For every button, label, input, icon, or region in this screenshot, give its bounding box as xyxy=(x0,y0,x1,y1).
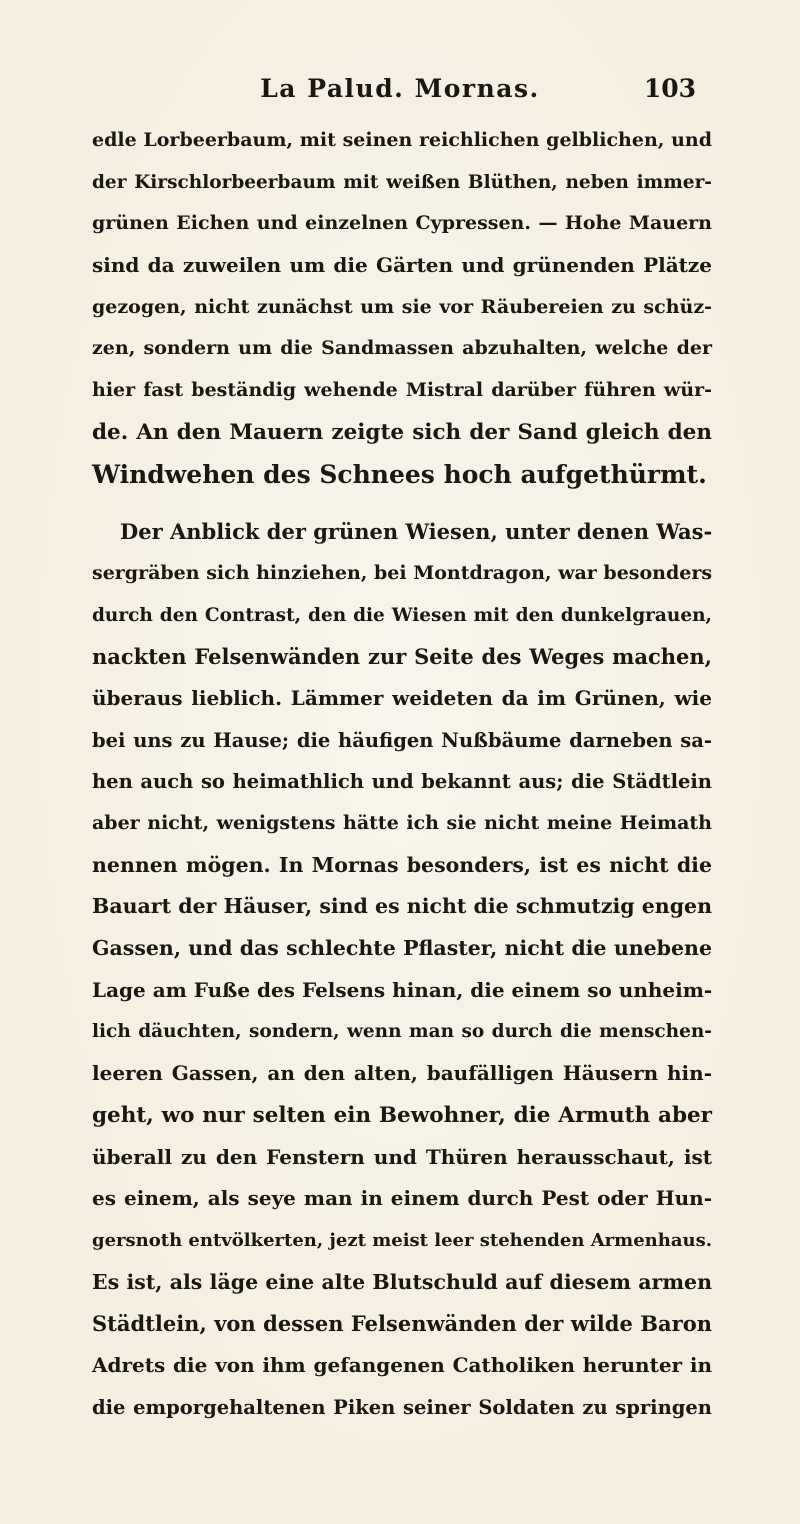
page-number: 103 xyxy=(643,74,696,103)
text-line: Windwehen des Schnees hoch aufgethürmt. xyxy=(92,459,707,489)
text-line: grünen Eichen und einzelnen Cypressen. — Hohe Mauern xyxy=(92,212,712,235)
text-line: die emporgehaltenen Piken seiner Soldaten zu springen xyxy=(92,1395,712,1419)
text-line: zen, sondern um die Sandmassen abzuhalten, welche der xyxy=(92,337,712,360)
text-line: edle Lorbeerbaum, mit seinen reichlichen gelblichen, und xyxy=(92,129,712,151)
text-line: gezogen, nicht zunächst um sie vor Räubereien zu schüz- xyxy=(92,295,712,318)
text-line: nackten Felsenwänden zur Seite des Weges machen, xyxy=(92,644,712,670)
text-line: Der Anblick der grünen Wiesen, unter denen Was- xyxy=(120,519,713,545)
text-line: es einem, als seye man in einem durch Pest oder Hun- xyxy=(92,1186,712,1211)
text-line: leeren Gassen, an den alten, baufälligen Häusern hin- xyxy=(92,1061,712,1086)
paragraph-1 xyxy=(92,120,712,495)
text-line: der Kirschlorbeerbaum mit weißen Blüthen, neben immer- xyxy=(92,171,712,193)
text-line: hier fast beständig wehende Mistral darüber führen wür- xyxy=(92,379,712,402)
page-header xyxy=(0,74,800,114)
text-line: geht, wo nur selten ein Bewohner, die Armuth aber xyxy=(92,1102,712,1128)
text-line: aber nicht, wenigstens hätte ich sie nicht meine Heimath xyxy=(92,812,712,834)
text-line: hen auch so heimathlich und bekannt aus; die Städtlein xyxy=(92,770,712,794)
text-line: durch den Contrast, den die Wiesen mit den dunkelgrauen, xyxy=(92,604,712,626)
running-head: La Palud. Mornas. xyxy=(260,74,540,103)
text-line: sind da zuweilen um die Gärten und grünenden Plätze xyxy=(92,253,712,278)
paragraph-gap xyxy=(92,495,712,511)
text-line: bei uns zu Hause; die häufigen Nußbäume darneben sa- xyxy=(92,728,712,752)
text-line: überall zu den Fenstern und Thüren herausschaut, ist xyxy=(92,1144,712,1169)
text-line: Städtlein, von dessen Felsenwänden der wilde Baron xyxy=(92,1311,712,1337)
text-line: Es ist, als läge eine alte Blutschuld auf diesem armen xyxy=(92,1269,712,1294)
text-line: Bauart der Häuser, sind es nicht die schmutzig engen xyxy=(92,894,712,919)
text-line: sergräben sich hinziehen, bei Montdragon, war besonders xyxy=(92,561,713,584)
body-text xyxy=(92,120,712,1428)
text-line: gersnoth entvölkerten, jezt meist leer stehenden Armenhaus. xyxy=(92,1229,712,1251)
paragraph-2 xyxy=(92,511,712,1428)
text-line: nennen mögen. In Mornas besonders, ist es nicht die xyxy=(92,852,712,877)
text-line: de. An den Mauern zeigte sich der Sand gleich den xyxy=(92,419,712,445)
text-line: überaus lieblich. Lämmer weideten da im Grünen, wie xyxy=(92,685,712,710)
text-line: Adrets die von ihm gefangenen Catholiken herunter in xyxy=(92,1352,712,1377)
text-line: Lage am Fuße des Felsens hinan, die einem so unheim- xyxy=(92,977,713,1002)
text-line: lich däuchten, sondern, wenn man so durch die menschen- xyxy=(92,1021,712,1043)
text-line: Gassen, und das schlechte Pflaster, nicht die unebene xyxy=(92,936,712,961)
